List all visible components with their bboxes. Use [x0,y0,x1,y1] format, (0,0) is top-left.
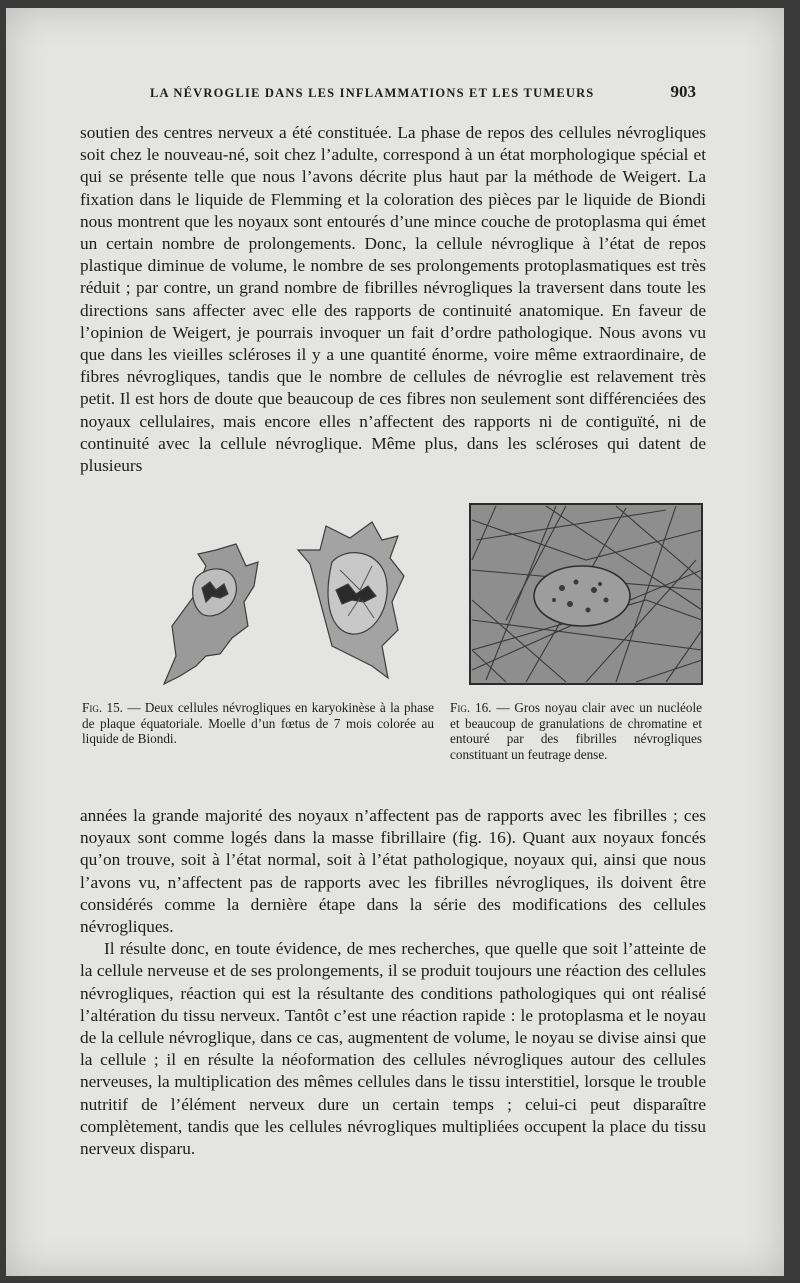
figure-15-caption [82,700,434,747]
figure-16-caption-text: — Gros noyau clair avec un nucléole et beaucoup de granulations de chromatine et entouré par des fibrilles névrogliques constituant un feutrage dense. [450,700,702,762]
page-header [80,80,706,106]
figure-15-caption-text: — Deux cellules névrogliques en karyokinèse à la phase de plaque équatoriale. Moelle d’un fœtus de 7 mois colorée au liquide de Biondi. [82,700,434,746]
book-page [6,8,784,1276]
cell-right [298,522,404,678]
running-head: LA NÉVROGLIE DANS LES INFLAMMATIONS ET LES TUMEURS [150,86,595,100]
paragraph: Il résulte donc, en toute évidence, de mes recherches, que quelle que soit l’atteinte de la cellule nerveuse et de ses prolongements, il se produit toujours une réaction des cellules névrogliques, réaction qui est la résultante des conditions pathologiques qui ont réalisé l’altération du tissu nerveux. Tantôt c’est une réaction rapide : le protoplasma et le noyau de la cellule névroglique, dans ce cas, augmentent de volume, le noyau se divise ainsi que la cellule ; il en résulte la néoformation des cellules névrogliques autour des cellules nerveuses, la multiplication des mêmes cellules dans le tissu interstitiel, lorsque le trouble nutritif de l’élément nerveux dure un certain temps ; celui-ci peut disparaître complètement, tandis que les cellules névrogliques multipliées occupent la place du tissu nerveux disparu. [80,939,706,1159]
figure-16-caption [450,700,702,762]
figure-16-label: Fig. 16. [450,700,492,715]
body-text-top [80,122,706,477]
paragraph: années la grande majorité des noyaux n’affectent pas de rapports avec les fibrilles ; ces noyaux sont comme logés dans la masse fibrillaire (fig. 16). Quant aux noyaux foncés qu’on trouve, soit à l’état normal, soit à l’état pathologique, noyaux qui, ainsi que nous l’avons vu, n’affectent pas de rapports avec les fibrilles névrogliques, ils doivent être considérés comme la dernière étape dans la série des modifications des cellules névrogliques. [80,806,706,937]
paragraph: soutien des centres nerveux a été constituée. La phase de repos des cellules névrogliques soit chez le nouveau-né, soit chez l’adulte, correspond à un état morphologique spécial et qui se présente telle que nous l’avons décrite plus haut par la méthode de Weigert. La fixation dans le liquide de Flemming et la coloration des pièces par le liquide de Biondi nous montrent que les noyaux sont entourés d’une mince couche de protoplasma qui émet un certain nombre de prolongements. Donc, la cellule névroglique à l’état de repos plastique diminue de volume, le nombre de ses prolongements protoplasmatiques est très réduit ; par contre, un grand nombre de fibrilles névrogliques la traversent dans toute les directions sans affecter avec elle des rapports de continuité anatomique. En faveur de l’opinion de Weigert, je pourrais invoquer un fait d’ordre pathologique. Nous avons vu que dans les vieilles scléroses il y a une quantité énorme, voire même extraordinaire, de fibres névrogliques, tandis que le nombre de cellules de névroglie est relavement très petit. Il est hors de doute que beaucoup de ces fibres non seulement sont différenciées des noyaux cellulaires, mais encore elles n’affectent des rapports ni de contiguïté, ni de continuité avec la cellule névroglique. Même plus, dans les scléroses qui datent de plusieurs [80,123,706,476]
figure-15-label: Fig. 15. [82,700,123,715]
cell-left [164,544,258,684]
body-text-bottom [80,805,706,1160]
nucleus [534,566,630,626]
page-number: 903 [670,82,696,101]
figure-16-illustration [466,500,706,688]
figure-15-illustration [136,506,436,696]
figures-row [66,498,716,798]
